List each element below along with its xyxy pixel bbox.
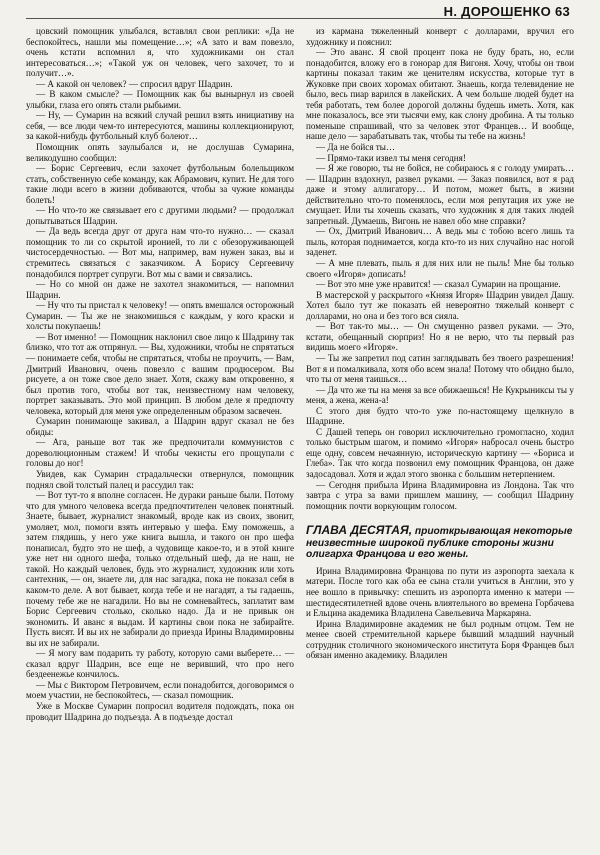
paragraph: — Ох, Дмитрий Иванович… А ведь мы с тобою всего лишь та пыль, которая поднимается, когда кто-то из них случайно нас ногой заденет. xyxy=(306,226,574,258)
paragraph: — А мне плевать, пыль я для них или не пыль! Мне бы только своего «Игоря» дописать! xyxy=(306,258,574,279)
paragraph: цовский помощник улыбался, вставлял свои реплики: «Да не беспокойтесь, нашли мы помещение…»; «А зато и вам повезло, очень кстати вспомнил я, что художниками он стал интересоваться…»; «Такой уж он человек, чего захочет, то и получит…». xyxy=(26,26,294,79)
paragraph: — Да ведь всегда друг от друга нам что-то нужно… — сказал помощник то ли со скрытой иронией, то ли с обезоруживающей чистосердечностью. — Вот мы, например, вам нужен заказ, вы и стремитесь связаться с заказчиком. А Борису Сергеевичу понадобился портрет супруги. Вот мы с вами и связались. xyxy=(26,226,294,279)
paragraph: — Но со мной он даже не захотел знакомиться, — напомнил Шадрин. xyxy=(26,279,294,300)
paragraph: — Вот это мне уже нравится! — сказал Сумарин на прощание. xyxy=(316,279,561,290)
paragraph: — В каком смысле? — Помощник как бы вынырнул из своей улыбки, глаза его опять стали рыбьими. xyxy=(26,89,294,110)
right-column-after-text xyxy=(306,566,574,661)
paragraph: Помощник опять заулыбался и, не дослушав Сумарина, великодушно сообщил: xyxy=(26,142,294,163)
paragraph: — Вот так-то мы… — Он смущенно развел руками. — Это, кстати, обещанный сюрприз! Но я не верю, что ты первый раз видишь моего «Игоря». xyxy=(306,321,574,353)
paragraph: — Это аванс. Я свой процент пока не буду брать, но, если понадобится, вложу его в гонорар для Вигоня. Хочу, чтобы он твои картины показал таким же ценителям искусства, которые тут в Жуковке при своих хоромах обитают. Знаешь, когда телевидение не было, весь пиар варился в лакейских. А чем больше людей будет на тебя работать, тем более дорогой должны будешь иметь. Хотя, как мне показалось, все эти тысячи ему, как слону дробина. А ты только поменьше спрашивай, что за человек этот Францев… И вообще, наше дело — зарабатывать так, чтобы ты тебе на жизнь! xyxy=(306,47,574,142)
paragraph: — Да что же ты на меня за все обижаешься! Не Кукрыниксы ты у меня, а жена, жена-а! xyxy=(306,384,574,406)
paragraph: — А какой он человек? — спросил вдруг Шадрин. xyxy=(36,78,233,89)
paragraph: — Вот тут-то я вполне согласен. Не дураки раньше были. Потому что для умного человека всегда предпочтителен человек понятный. Знаете, бывает, журналист знакомый, вроде как из своих, звонит, умоляет, мол, помоги взять интервью у шефа. Ему поможешь, а затем глядишь, у него уже книга вышла, и такого он про шефа понаписал, будто это не шеф, а чудовище какое-то, и в этой книге уже нет ни одного шефа, только отдельный шеф, да не наш, не такой. Но каждый человек, будь это журналист, художник или хоть сантехник, — он, знаете ли, для нас загадка, пока не показал себя в каком-то деле. А вот бывает, когда тебе и не нагадят, а ты гадаешь, почему тебе же не нагадили. Но вы не сомневайтесь, заплатит вам Борис Сергеевич столько, сколько надо. Да и не привык он экономить. И аванс я выдам. И картины свои пока не забирайте. Пусть висят. И вы их не забирали до приезда Ирины Владимировны вы их не забирали. xyxy=(26,490,294,648)
header-author: Н. ДОРОШЕНКО xyxy=(443,4,552,19)
paragraph: — Сегодня прибыла Ирина Владимировна из Лондона. Так что завтра с утра за вами пришлем машину, — сообщил Шадрину помощник почти воркующим голосом. xyxy=(306,479,574,511)
paragraph: — Ну что ты пристал к человеку! — опять вмешался осторожный Сумарин. — Ты же не знакомишься с каждым, у кого краски и холсты покупаешь! xyxy=(26,300,294,332)
paragraph: — Я могу вам подарить ту работу, которую сами выберете… — сказал вдруг Шадрин, все еще не веривший, что про него бездеенежье кончилось. xyxy=(26,648,294,680)
paragraph: — Ага, раньше вот так же предпочитали коммунистов с дореволюционным стажем! И чтобы чекисты его прощупали с головы до ног! xyxy=(26,437,294,469)
paragraph: — Прямо-таки извел ты меня сегодня! xyxy=(316,152,466,163)
paragraph: — Но что-то же связывает его с другими людьми? — продолжал допытываться Шадрин. xyxy=(26,205,294,226)
paragraph: — Да не бойся ты… xyxy=(316,142,396,153)
paragraph: Уже в Москве Сумарин попросил водителя подождать, пока он проводит Шадрина до подъезда. А в подъезде достал xyxy=(26,701,294,722)
paragraph: Сумарин понимающе закивал, а Шадрин вдруг сказал не без обиды: xyxy=(26,416,294,437)
header-rule xyxy=(26,18,512,19)
right-column xyxy=(306,26,574,661)
paragraph: Увидев, как Сумарин страдальчески отвернулся, помощник поднял свой толстый палец и рассудил так: xyxy=(26,468,294,490)
paragraph: Ирина Владимировне академик не был родным отцом. Тем не менее своей стремительной карьере бывший младший научный сотрудник столичного экономического института Боря Францев был обязан именно академику. Владилен xyxy=(306,618,574,661)
paragraph: С Дашей теперь он говорил исключительно громогласно, ходил только быстрым шагом, и помимо «Игоря» набросал очень быстро еще одну, совсем нечаянную, историческую картину — «Бориса и Глеба». Так что когда позвонил ему помощник Францова, он даже задосадовал. Хотя и ждал этого звонка с большим нетерпением. xyxy=(306,426,574,479)
chapter-subtitle: приоткрывающая некоторые неизвестные широкой публике стороны жизни олигарха Францова и его жены. xyxy=(306,526,573,561)
paragraph: — Мы с Виктором Петровичем, если понадобится, договоримся о моем участии, не беспокойтесь, — сказал помощник. xyxy=(26,679,294,701)
right-column-text xyxy=(306,26,574,511)
paragraph: — Вот именно! — Помощник наклонил свое лицо к Шадрину так близко, что тот аж отпрянул. — Вы, художники, чтобы не спрятаться — понимаете себя, чтобы не спрятаться, чтобы не проучить, — Вам, Дмитрий Иванович, очень повезло с вашим продюсером. Вы рисуете, а он тоже свое дело знает. Хотя, скажу вам откровенно, я был против того, чтобы вот так, неизвестному нам человеку, портрет заказывать. Это мой принцип. В любом деле я предпочту человека, который для меня уже определенным образом засвечен. xyxy=(26,331,294,416)
paragraph: С этого дня будто что-то уже по-настоящему щелкнуло в Шадрине. xyxy=(306,405,574,427)
chapter-label: ГЛАВА ДЕСЯТАЯ, xyxy=(306,523,413,538)
header-author-page xyxy=(444,4,570,19)
page-number: 63 xyxy=(554,4,570,19)
chapter-heading xyxy=(306,525,574,561)
left-column xyxy=(26,26,294,722)
paragraph: — Ты же запретил под сатин заглядывать без твоего разрешения! Вот я и помалкивала, хотя обо всем знала! Потому что обидно было, что ты от меня таишься… xyxy=(306,352,574,385)
paragraph: В мастерской у раскрытого «Князя Игоря» Шадрин увидел Дашу. Хотел было тут же показать ей невероятно тяжелый конверт с долларами, но она и без того вся сияла. xyxy=(306,289,574,321)
paragraph: — Борис Сергеевич, если захочет футбольным болельщиком стать, собственную себе команду, как Абрамович, купит. Не для того такие люди всего в жизни добиваются, чтобы за чужие команды болеть! xyxy=(26,163,294,205)
paragraph: — Я же говорю, ты не бойся, не собираюсь я с голоду умирать… — Шадрин вздохнул, развел руками. — Заказ появился, вот я рад даже и этому аллигатору… И потом, может быть, в жизни действительно что-то поменялось, если моя репутация их уже не смущает. Или ты хочешь сказать, что художник я для таких людей запретный. Думаешь, Вигонь не навел обо мне справки? xyxy=(306,163,574,226)
paragraph: — Ну, — Сумарин на всякий случай решил взять инициативу на себя, — все люди чем-то интересуются, машины коллекционируют, за какой-нибудь футбольный клуб болеют… xyxy=(26,110,294,142)
paragraph: Ирина Владимировна Францова по пути из аэропорта заехала к матери. После того как оба ее сына стали учиться в Англии, это у нее вошло в привычку: спешить из аэропорта именно к матери — шестидесятилетней вдове очень влиятельного во времена Горбачева и Ельцина академика Владилена Савельевича Маркаряна. xyxy=(306,565,574,619)
paragraph: из кармана тяжеленный конверт с долларами, вручил его художнику и пояснил: xyxy=(306,26,574,47)
